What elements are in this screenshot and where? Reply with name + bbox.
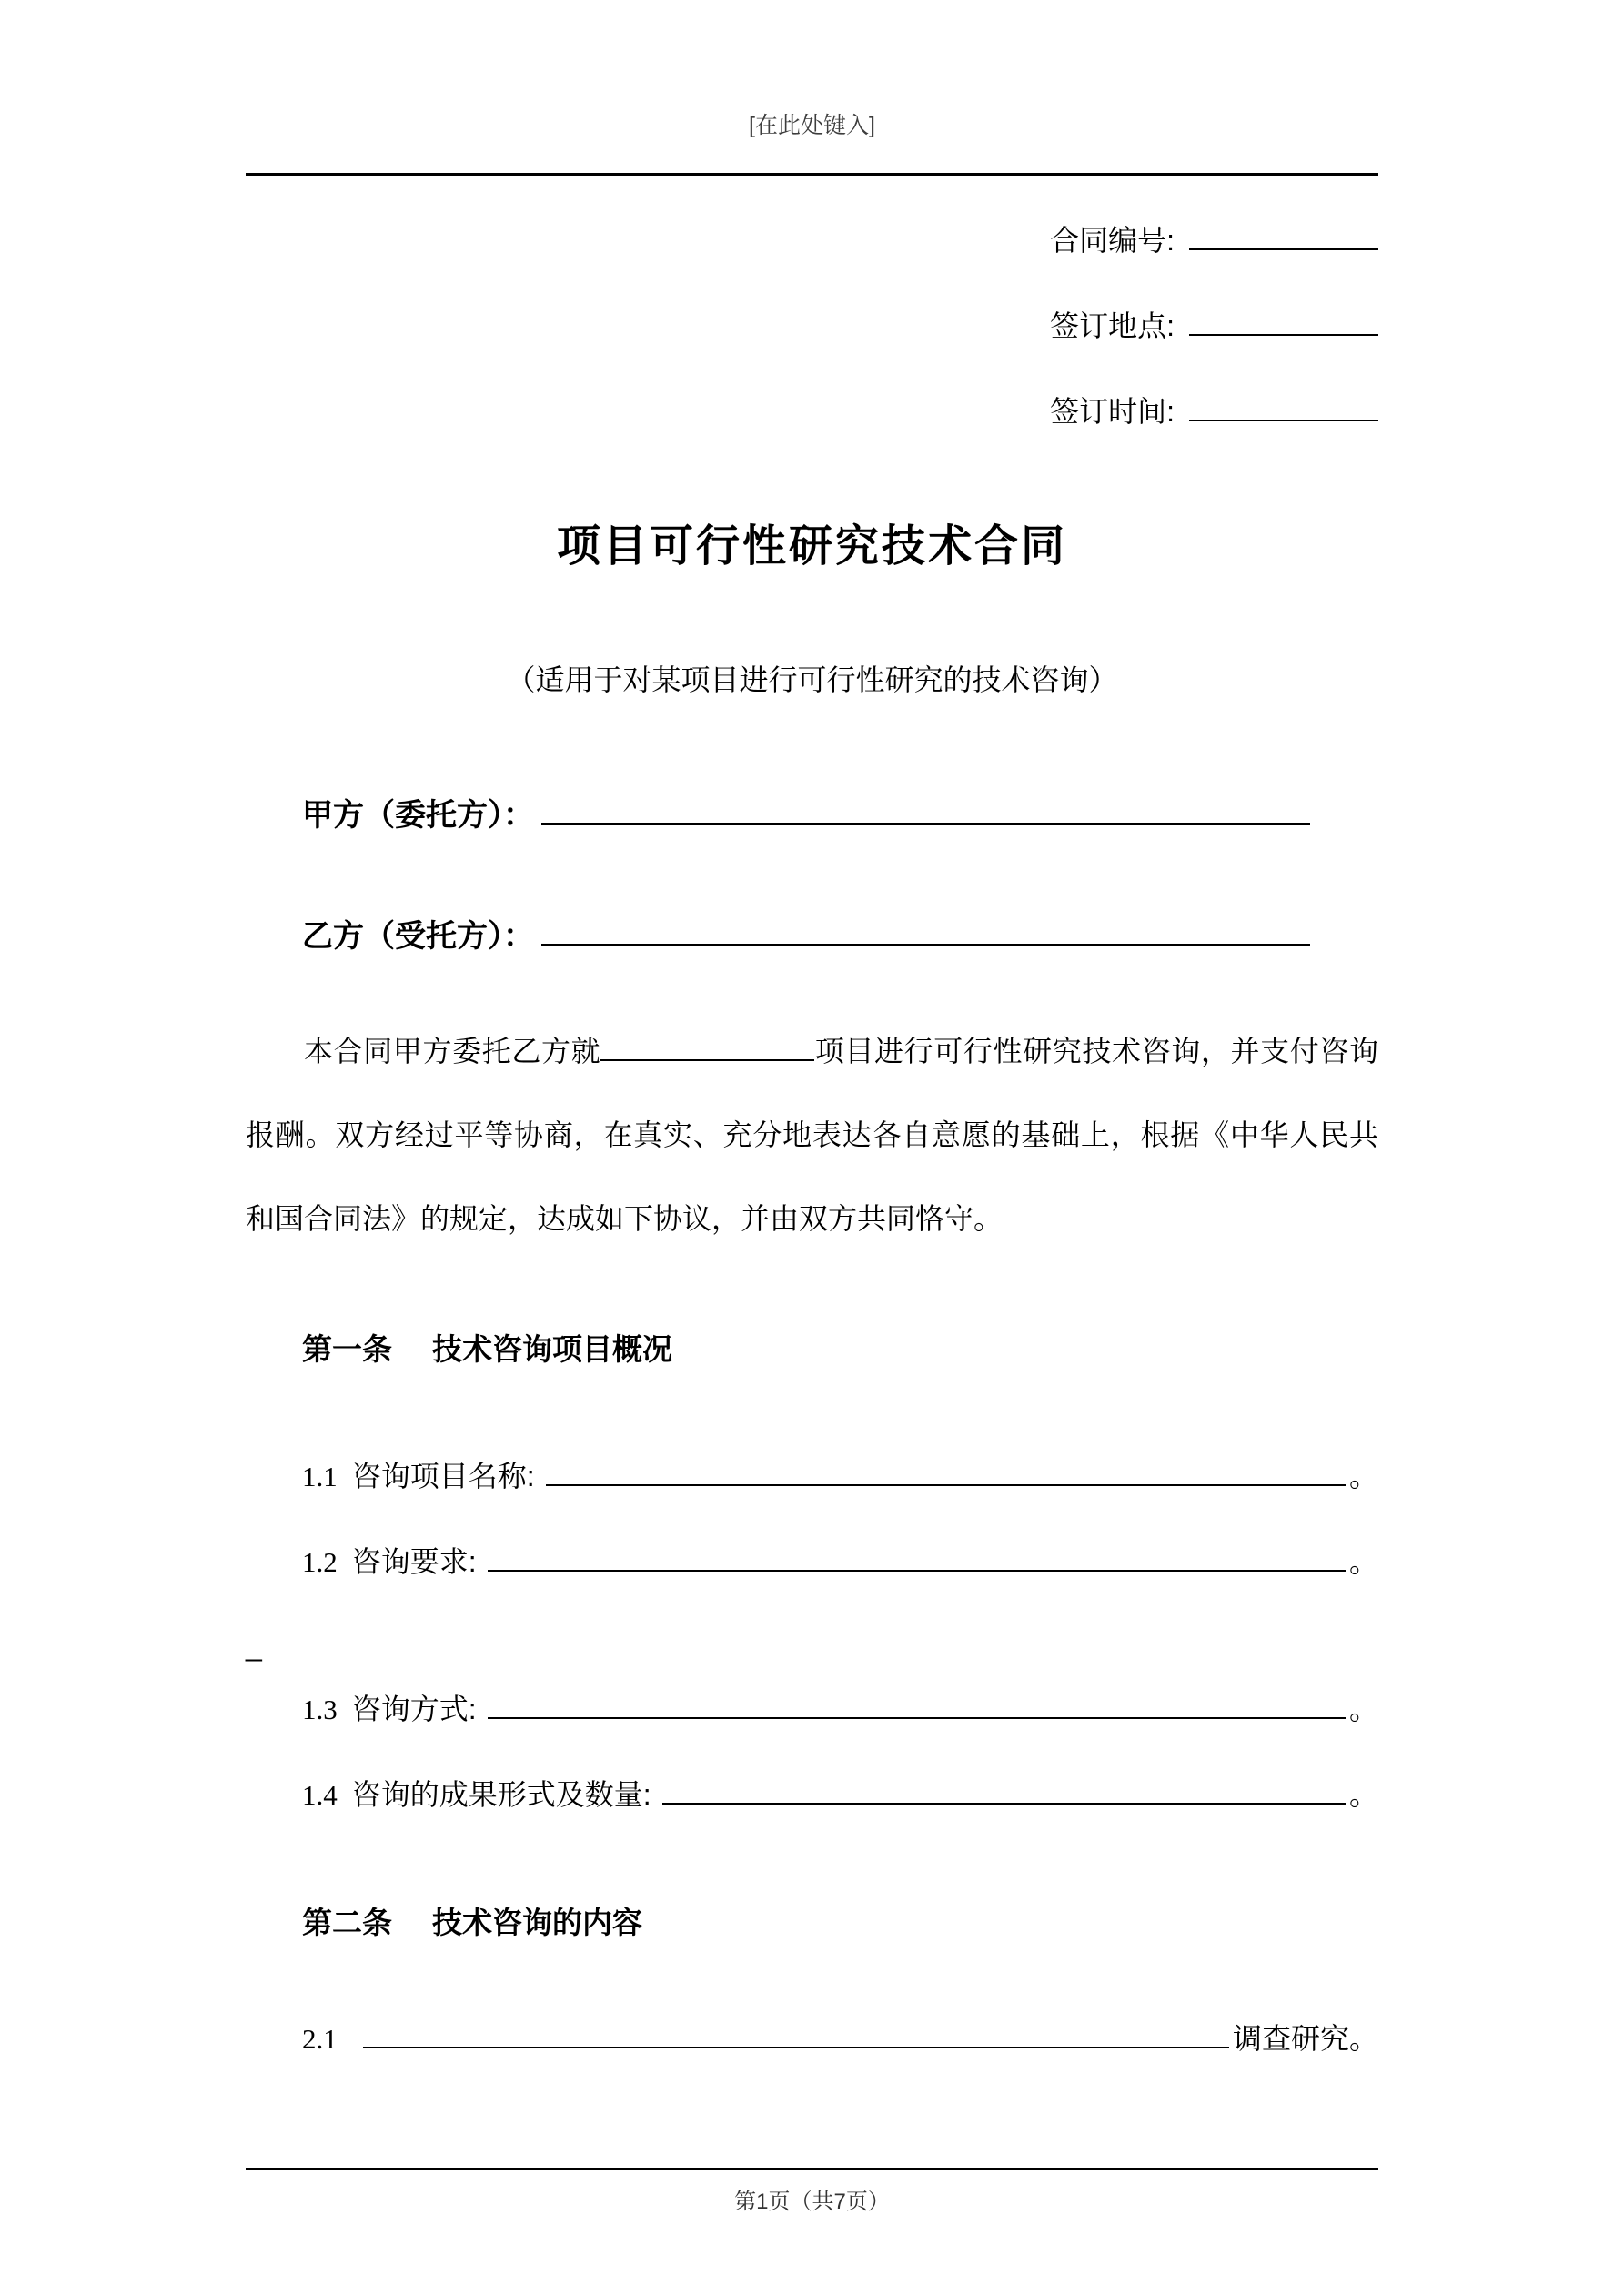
item-1-1-number: 1.1	[302, 1461, 338, 1492]
intro-text-before: 本合同甲方委托乙方就	[304, 1035, 601, 1067]
item-1-2-row	[246, 1539, 1378, 1579]
section-2-heading	[246, 1899, 1378, 1939]
item-1-4-suffix: 。	[1348, 1778, 1378, 1811]
signing-date-label: 签订时间:	[1050, 395, 1175, 428]
party-b-row	[246, 911, 1378, 955]
contract-meta	[246, 217, 1378, 429]
contract-number-row	[246, 217, 1378, 258]
item-1-4-blank[interactable]	[662, 1803, 1346, 1805]
item-1-3-blank[interactable]	[488, 1717, 1346, 1719]
contract-number-blank[interactable]	[1189, 248, 1378, 250]
party-b-label: 乙方（受托方）：	[302, 919, 534, 954]
header-placeholder: [在此处键入]	[749, 113, 875, 138]
item-2-1-number: 2.1	[302, 2023, 338, 2055]
signing-place-label: 签订地点:	[1050, 309, 1175, 342]
intro-text-after: 项目进行可行性研究技术咨询，并支付咨询报酬。双方经过平等协商，在真实、充分地表达各自意愿的基础上，根据《中华人民共和国合同法》的规定，达成如下协议，并由双方共同恪守。	[246, 1035, 1378, 1235]
signing-place-row	[246, 303, 1378, 343]
page-number: 第1页（共7页）	[734, 2190, 890, 2214]
item-1-4-row	[246, 1772, 1378, 1812]
signing-date-row	[246, 389, 1378, 429]
project-name-blank[interactable]	[600, 1059, 814, 1061]
item-1-1-label: 咨询项目名称:	[351, 1460, 535, 1492]
item-1-1-blank[interactable]	[546, 1484, 1346, 1486]
document-title: 项目可行性研究技术合同	[556, 522, 1067, 571]
section-1-title: 技术咨询项目概况	[432, 1332, 672, 1366]
item-1-4-label: 咨询的成果形式及数量:	[351, 1778, 651, 1811]
section-2-number: 第二条	[302, 1906, 392, 1939]
item-1-2-blank[interactable]	[488, 1570, 1346, 1572]
item-1-2-number: 1.2	[302, 1546, 338, 1578]
party-a-label: 甲方（委托方）：	[302, 798, 534, 833]
signing-date-blank[interactable]	[1189, 420, 1378, 421]
item-1-3-suffix: 。	[1348, 1693, 1378, 1725]
item-2-1-blank[interactable]	[363, 2047, 1229, 2048]
page-footer	[246, 2168, 1378, 2215]
party-b-blank[interactable]	[541, 944, 1310, 946]
item-2-1-suffix: 调查研究。	[1232, 2022, 1378, 2055]
item-1-4-number: 1.4	[302, 1779, 338, 1811]
section-1-heading	[246, 1326, 1378, 1366]
item-1-3-row	[246, 1686, 1378, 1726]
party-a-blank[interactable]	[541, 823, 1310, 825]
signing-place-blank[interactable]	[1189, 334, 1378, 336]
party-a-row	[246, 790, 1378, 834]
item-1-2-label: 咨询要求:	[351, 1545, 477, 1578]
section-1-number: 第一条	[302, 1332, 392, 1366]
page-header	[246, 107, 1378, 176]
contract-number-label: 合同编号:	[1050, 224, 1175, 257]
item-1-1-row	[246, 1453, 1378, 1493]
document-subtitle: （适用于对某项目进行可行性研究的技术咨询）	[506, 663, 1118, 696]
item-1-3-label: 咨询方式:	[351, 1693, 477, 1725]
item-1-2-suffix: 。	[1348, 1545, 1378, 1578]
item-1-3-number: 1.3	[302, 1694, 338, 1725]
item-2-1-row	[246, 2016, 1378, 2056]
section-2-title: 技术咨询的内容	[432, 1906, 642, 1939]
intro-paragraph	[246, 1009, 1378, 1260]
stray-underscore: _	[246, 1629, 262, 1662]
item-1-1-suffix: 。	[1348, 1460, 1378, 1492]
